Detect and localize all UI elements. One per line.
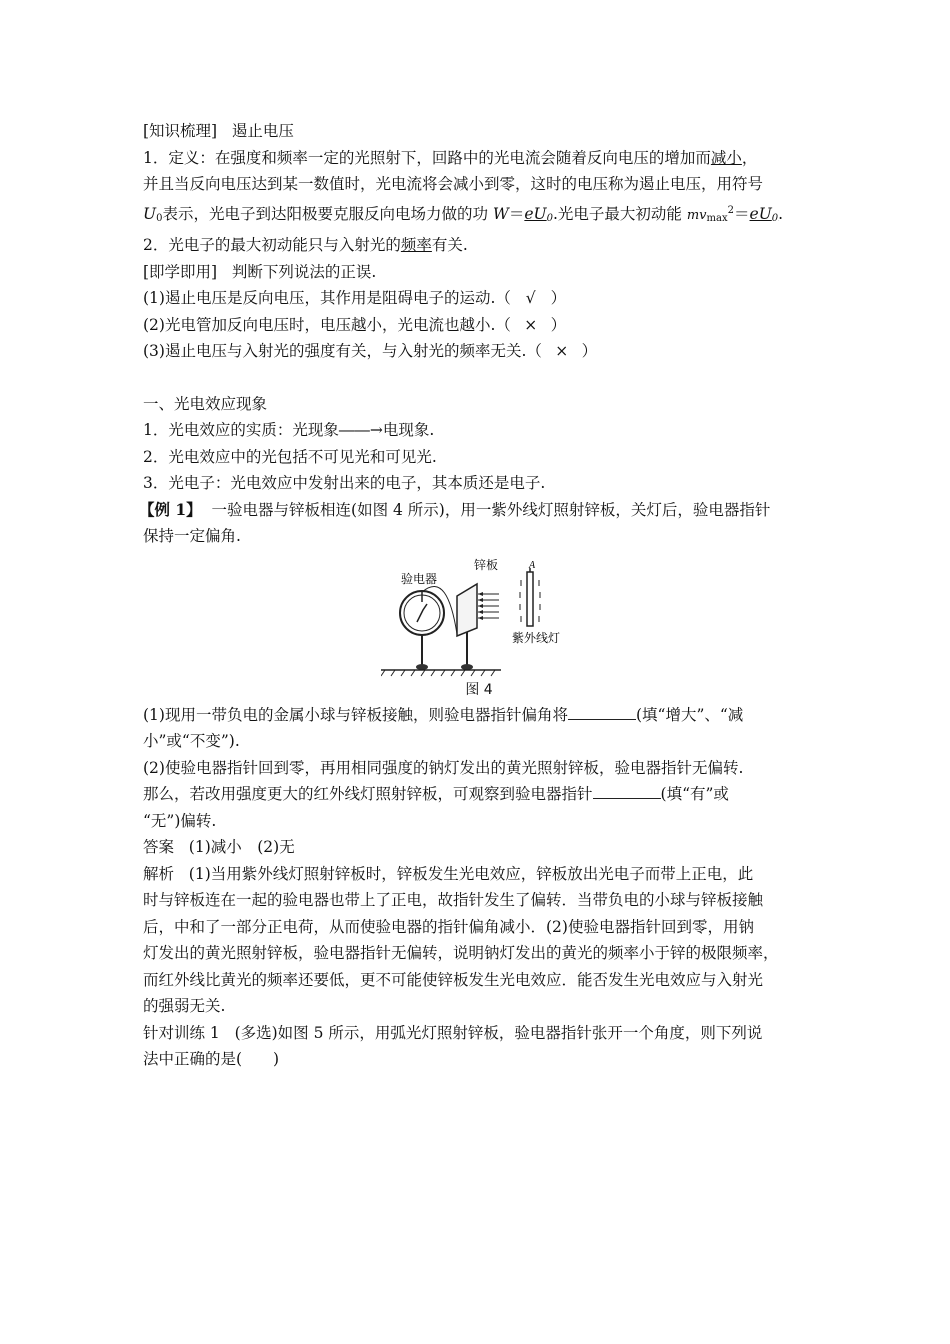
ground-hatch	[381, 670, 495, 676]
definition-line-1: 1．定义：在强度和频率一定的光照射下，回路中的光电流会随着反向电压的增加而减小，	[143, 148, 758, 167]
zinc-base	[461, 664, 473, 670]
answer-text: (1)减小 (2)无	[188, 838, 295, 856]
question-1-line-1: (1)现用一带负电的金属小球与锌板接触，则验电器指针偏角将 (填“增大”、“减	[143, 705, 744, 724]
question-2-line-1: (2)使验电器指针回到零，再用相同强度的钠灯发出的黄光照射锌板，验电器指针无偏转.	[143, 758, 744, 777]
answer-line	[143, 834, 815, 861]
knowledge-heading	[143, 118, 815, 145]
answer-underline: 减小	[710, 148, 742, 167]
electroscope-diagram	[381, 556, 581, 678]
cross-mark: ×	[524, 315, 538, 334]
example-tag: 【例 1】	[139, 499, 202, 519]
cross-mark: ×	[555, 342, 569, 360]
section-title: 一、光电效应现象	[143, 394, 268, 413]
section-item: 3．光电子：光电效应中发射出来的电子，其本质还是电子.	[143, 474, 546, 492]
practice-item: (2)光电管加反向电压时，电压越小，光电流也越小.（ × ）	[143, 312, 815, 339]
electroscope-base	[416, 664, 428, 670]
training-line-2: 法中正确的是( )	[143, 1050, 280, 1068]
knowledge-title: 遏止电压	[231, 122, 294, 140]
answer-label: 答案	[143, 838, 175, 856]
knowledge-tag: [知识梳理]	[143, 122, 218, 140]
definition-line-2: 并且当反向电压达到某一数值时，光电流将会减小到零，这时的电压称为遏止电压，用符号	[143, 175, 764, 193]
label-lamp: 紫外线灯	[512, 630, 561, 645]
check-mark: √	[525, 289, 536, 307]
example-line-1: 【例 1】 一验电器与锌板相连(如图 4 所示)，用一紫外线灯照射锌板，关灯后，验电器指针	[139, 499, 771, 519]
figure-4	[143, 556, 815, 678]
analysis-line: 的强弱无关.	[143, 997, 226, 1015]
zinc-plate	[457, 584, 477, 636]
uv-lamp-tube	[527, 572, 533, 626]
section-item: 1．光电效应的实质：光现象――→电现象.	[143, 421, 435, 439]
question-2-line-2: 那么，若改用强度更大的红外线灯照射锌板，可观察到验电器指针 (填“有”或	[143, 785, 729, 803]
label-A: A	[529, 559, 536, 571]
practice-item: (3)遏止电压与入射光的强度有关，与入射光的频率无关.（ × ）	[143, 338, 815, 365]
answer-underline: $eU_0$	[524, 204, 553, 224]
answer-underline: 频率	[400, 236, 432, 254]
answer-blank	[593, 784, 661, 799]
definition-line-3: $U_0$表示，光电子到达阳极要克服反向电场力做的功 $W=eU_0$.光电子最大初动能 $mv_{max}^2=eU_0$.	[143, 204, 784, 224]
question-2-line-3: “无”)偏转.	[143, 811, 217, 830]
training-label: 针对训练 1	[143, 1023, 220, 1042]
label-zinc: 锌板	[474, 557, 499, 572]
example-line-2: 保持一定偏角.	[143, 527, 241, 545]
analysis-label: 解析	[143, 864, 175, 883]
section-item: 2．光电效应中的光包括不可见光和可见光.	[143, 447, 437, 466]
analysis-line: 灯发出的黄光照射锌板，验电器指针无偏转，说明钠灯发出的黄光的频率小于锌的极限频率，	[143, 944, 779, 962]
practice-item: (1)遏止电压是反向电压，其作用是阻碍电子的运动.（ √ ）	[143, 285, 815, 312]
knowledge-item-2: 2．光电子的最大初动能只与入射光的频率有关.	[143, 236, 468, 254]
document-page	[139, 118, 815, 1073]
training-line-1: 针对训练 1 (多选)如图 5 所示，用弧光灯照射锌板，验电器指针张开一个角度，则下列说	[143, 1023, 763, 1042]
answer-underline: $eU_0$	[749, 204, 779, 224]
electroscope-needle	[417, 604, 427, 622]
question-1-line-2: 小”或“不变”).	[143, 732, 240, 750]
practice-heading	[143, 259, 815, 286]
practice-tag: [即学即用]	[143, 262, 218, 281]
answer-blank	[568, 705, 636, 720]
analysis-line: 解析 (1)当用紫外线灯照射锌板时，锌板发生光电效应，锌板放出光电子而带上正电，此	[143, 864, 754, 883]
analysis-line: 后，中和了一部分正电荷，从而使验电器的指针偏角减小．(2)使验电器指针回到零，用钠	[143, 917, 754, 936]
figure-caption: 图 4	[465, 681, 493, 698]
analysis-line: 而红外线比黄光的频率还要低，更不可能使锌板发生光电效应．能否发生光电效应与入射光	[143, 970, 764, 989]
arrow-heads	[478, 592, 483, 620]
label-electroscope: 验电器	[401, 571, 438, 586]
practice-title: 判断下列说法的正误.	[231, 262, 377, 281]
analysis-line: 时与锌板连在一起的验电器也带上了正电，故指针发生了偏转．当带负电的小球与锌板接触	[143, 891, 764, 909]
